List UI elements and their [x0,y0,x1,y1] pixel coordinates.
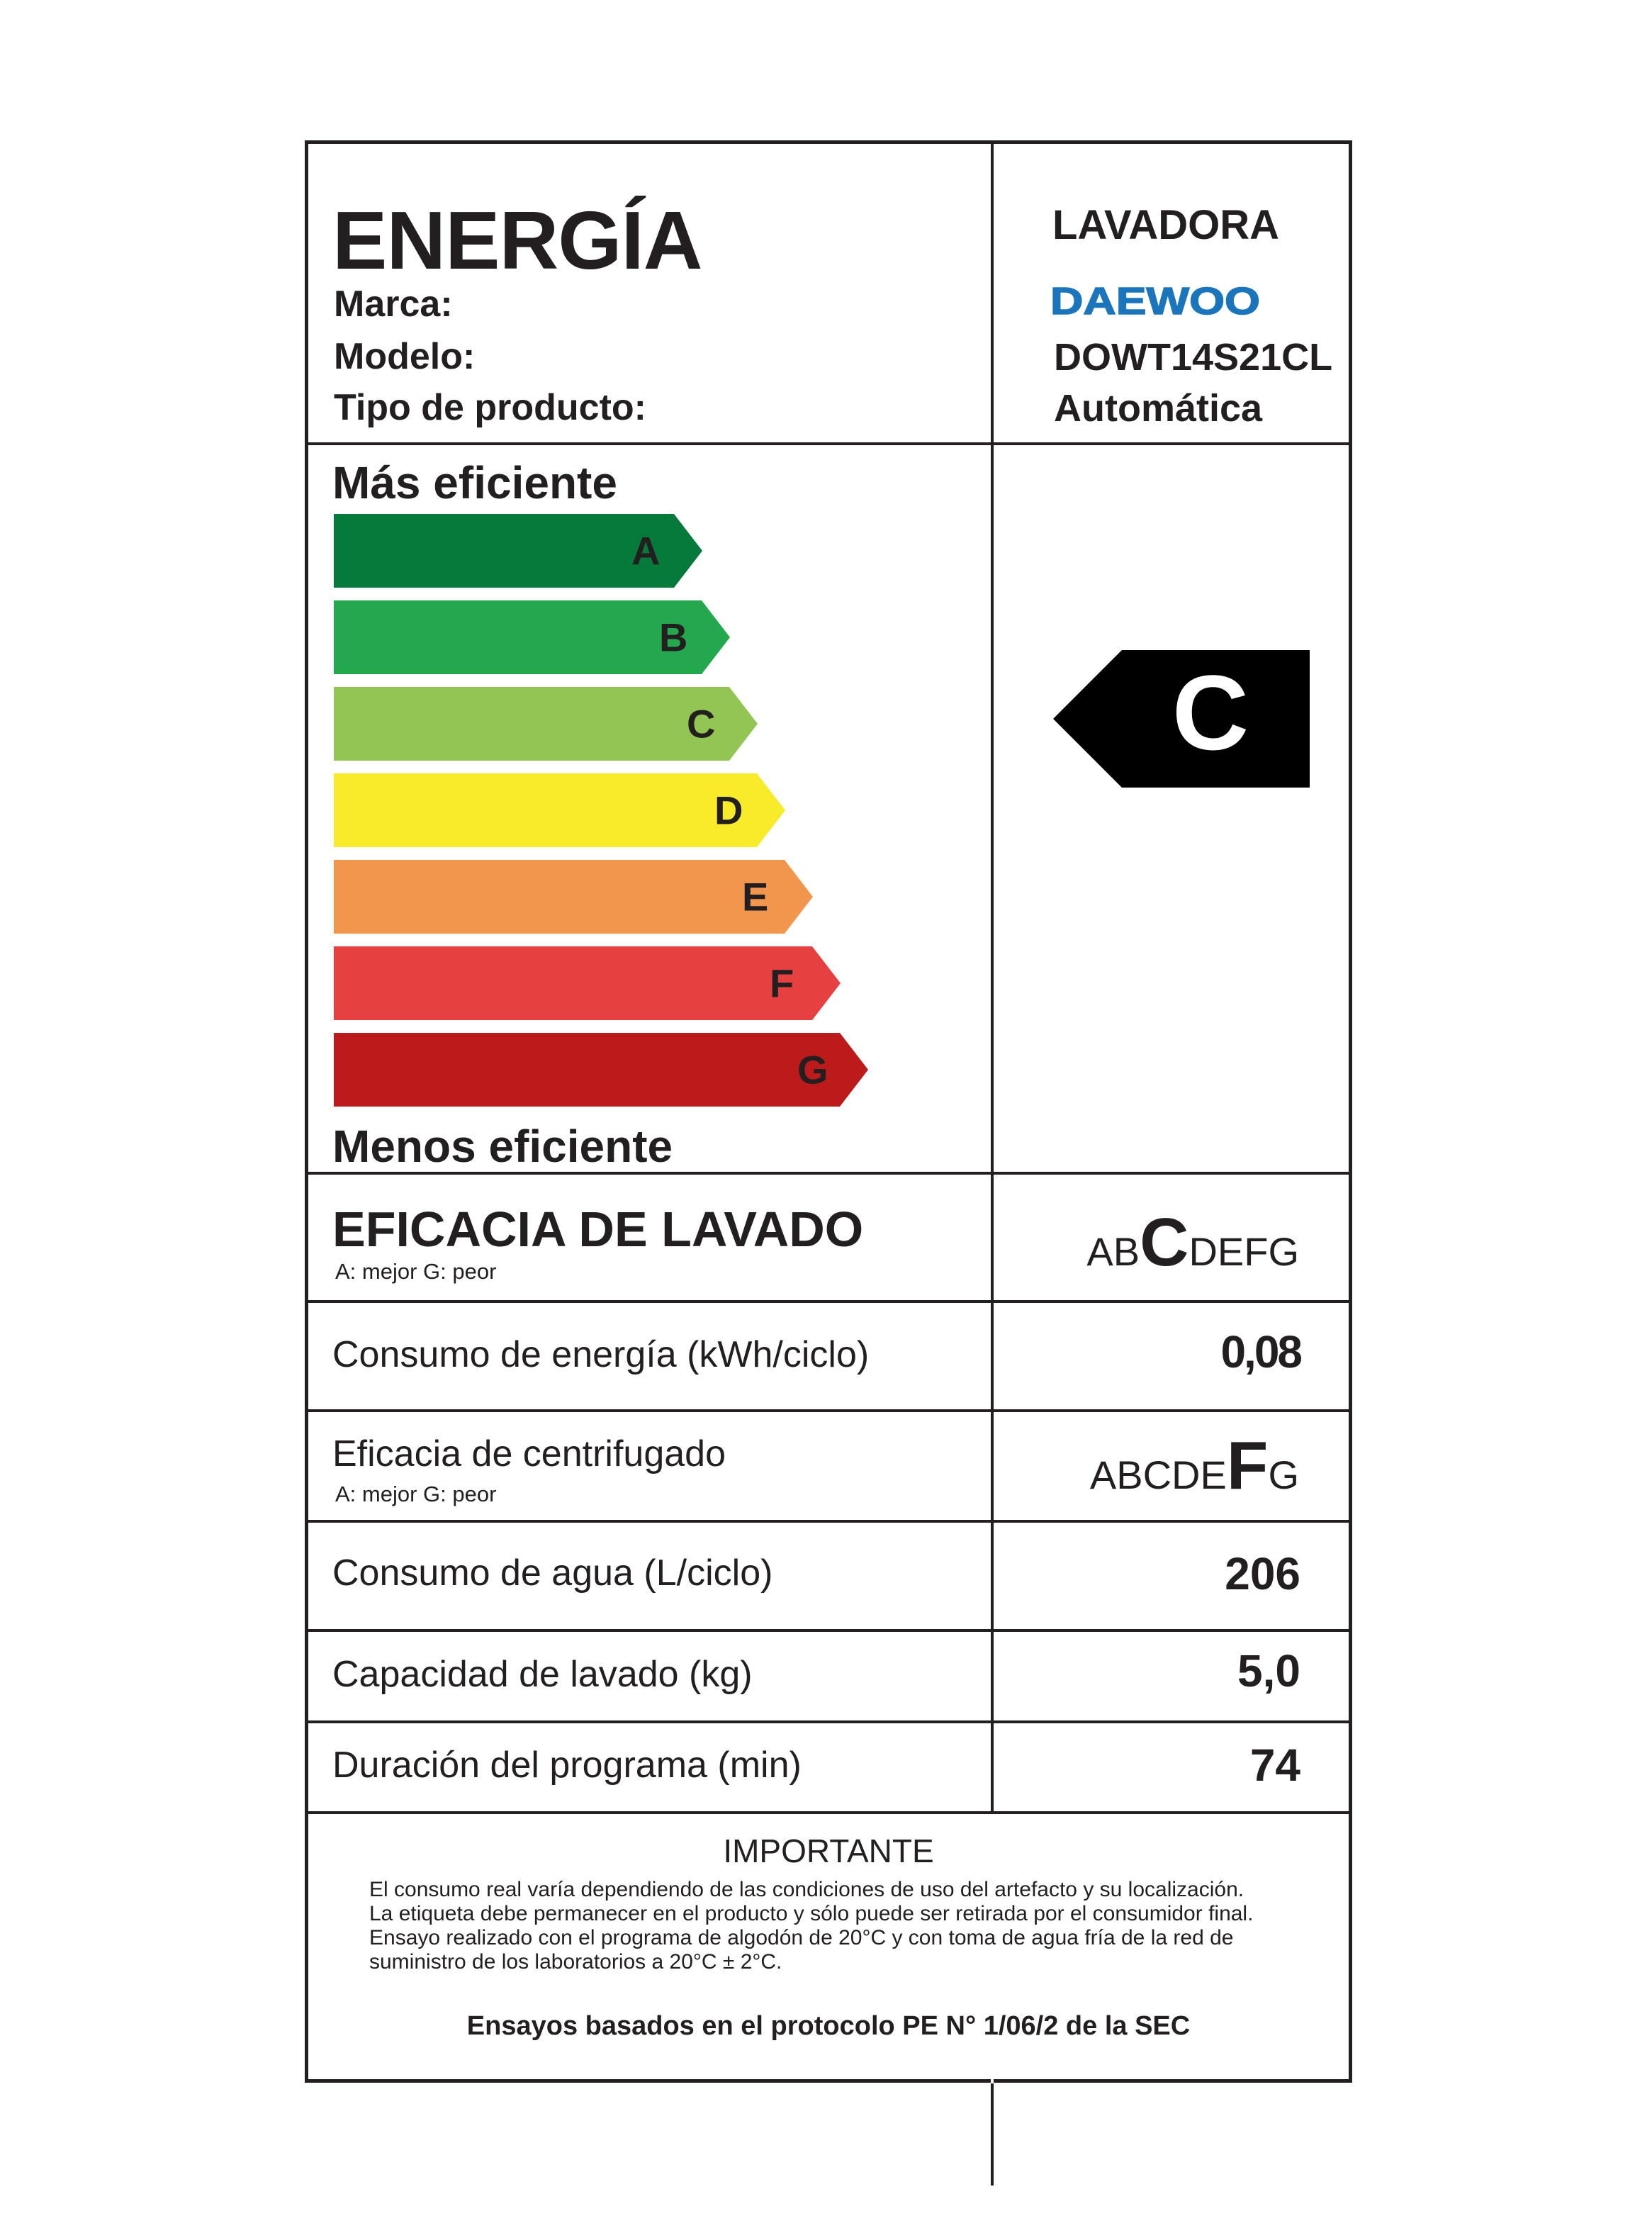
important-body [369,1878,1298,1974]
most-efficient-label: Más eficiente [332,457,617,508]
energy-consumption-label: Consumo de energía (kWh/ciclo) [332,1334,870,1375]
divider [308,1520,1349,1523]
wash-scale-after: DEFG [1189,1229,1299,1274]
water-consumption-value: 206 [1225,1548,1300,1599]
type-value: Automática [1054,387,1263,430]
energy-class-shape [334,860,813,934]
product-category: LAVADORA [1052,202,1280,248]
brand-value: DAEWOO [1050,280,1260,320]
energy-class-letter: D [714,788,743,833]
energy-class-letter: B [659,615,688,660]
duration-label: Duración del programa (min) [332,1745,802,1786]
wash-efficiency-label: EFICACIA DE LAVADO [332,1202,864,1257]
important-line: La etiqueta debe permanecer en el producto y sólo puede ser retirada por el consumidor final. [369,1902,1254,1925]
energy-class-bar-c [334,687,758,761]
model-value: DOWT14S21CL [1054,336,1333,379]
energy-class-shape [334,1033,868,1107]
water-consumption-label: Consumo de agua (L/ciclo) [332,1552,773,1594]
spin-efficiency-scale [1089,1428,1299,1504]
divider [308,1720,1349,1723]
energy-class-bar-g [334,1033,868,1107]
spin-efficiency-label: Eficacia de centrifugado [332,1433,726,1474]
energy-consumption-value: 0,08 [1220,1326,1300,1377]
divider [308,1409,1349,1412]
energy-class-letter: G [797,1047,828,1092]
daewoo-logo [1050,280,1263,320]
wash-efficiency-sub: A: mejor G: peor [335,1259,497,1284]
energy-class-letter: C [687,701,716,746]
energy-class-bar-a [334,514,702,588]
wash-scale-selected: C [1140,1204,1189,1280]
spin-efficiency-sub: A: mejor G: peor [335,1482,497,1506]
capacity-label: Capacidad de lavado (kg) [332,1654,753,1695]
rating-indicator [1053,650,1310,788]
brand-label: Marca: [334,284,453,325]
divider [308,1172,1349,1175]
energy-class-bar-e [334,860,813,934]
divider [308,1629,1349,1632]
important-line: suministro de los laboratorios a 20°C ± 2°C. [369,1950,782,1974]
wash-scale-before: AB [1086,1229,1140,1274]
energy-class-shape [334,946,841,1020]
energy-class-letter: E [742,874,769,919]
important-line: Ensayo realizado con el programa de algodón de 20°C y con toma de agua fría de la red de [369,1926,1234,1949]
label-title: ENERGÍA [332,194,702,286]
energy-class-bar-d [334,773,785,847]
model-label: Modelo: [334,336,476,377]
protocol-note: Ensayos basados en el protocolo PE N° 1/06/2 de la SEC [466,2011,1191,2041]
important-title: IMPORTANTE [723,1832,934,1869]
rating-letter: C [1171,653,1249,772]
important-line: El consumo real varía dependiendo de las condiciones de uso del artefacto y su localización. [369,1878,1244,1901]
capacity-value: 5,0 [1237,1645,1300,1696]
duration-value: 74 [1249,1740,1300,1791]
energy-class-bar-b [334,600,730,674]
spin-scale-after: G [1268,1453,1299,1497]
energy-class-letter: A [631,528,661,573]
energy-class-bar-f [334,946,841,1020]
spin-scale-before: ABCDE [1089,1453,1227,1497]
divider [308,442,1349,445]
spin-scale-selected: F [1226,1428,1269,1504]
divider [308,1811,1349,1814]
energy-class-letter: F [770,961,794,1006]
type-label: Tipo de producto: [334,387,646,428]
least-efficient-label: Menos eficiente [332,1121,673,1172]
wash-efficiency-scale [1086,1204,1299,1280]
energy-label [305,140,1352,2083]
divider [308,1300,1349,1303]
